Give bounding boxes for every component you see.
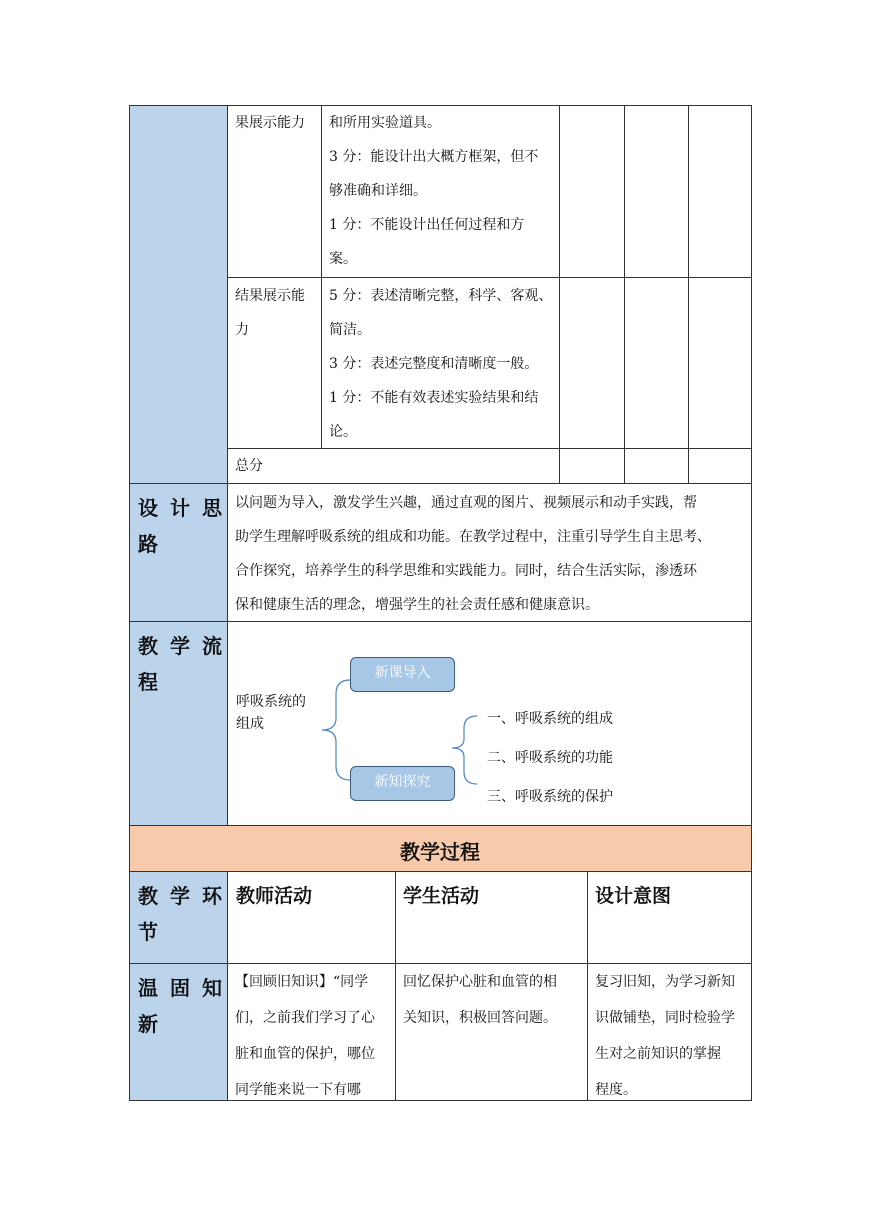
label-line: 设计思: [138, 496, 234, 520]
table-border: [587, 871, 588, 1101]
label-line: 节: [138, 920, 170, 944]
total-score-label: 总分: [235, 458, 263, 474]
right-brace: [452, 716, 477, 784]
label-line: 教学环: [138, 884, 234, 908]
paragraph-line: 助学生理解呼吸系统的组成和功能。在教学过程中，注重引导学生自主思考、: [235, 529, 711, 545]
text-line: 程度。: [595, 1082, 637, 1098]
table-border: [129, 825, 752, 826]
criterion-line: 结果展示能: [235, 288, 305, 304]
description-line: 5 分：表述清晰完整，科学、客观、: [329, 288, 553, 304]
table-border: [129, 483, 752, 484]
root-line: 呼吸系统的: [236, 694, 306, 710]
student-activity-header: 学生活动: [403, 885, 480, 907]
teaching-flow-label: [138, 628, 234, 700]
text-line: 复习旧知，为学习新知: [595, 974, 735, 990]
eval-label-cell: [129, 105, 227, 483]
table-border: [751, 105, 752, 1101]
table-border: [688, 105, 689, 483]
design-idea-text: [235, 486, 747, 622]
label-line: 程: [138, 670, 170, 694]
text-line: 们，之前我们学习了心: [235, 1010, 375, 1026]
label-line: 温固知: [138, 976, 234, 1000]
paragraph-line: 保和健康生活的理念，增强学生的社会责任感和健康意识。: [235, 597, 599, 613]
criterion-line: 力: [235, 322, 249, 338]
table-border: [395, 871, 396, 1101]
text-line: 关知识，积极回答问题。: [403, 1010, 557, 1026]
text-line: 同学能来说一下有哪: [235, 1082, 361, 1098]
description-line: 1 分：不能设计出任何过程和方: [329, 217, 525, 233]
student-activity-text: [403, 964, 585, 1036]
description-line: 简洁。: [329, 322, 371, 338]
label-line: 新: [138, 1012, 170, 1036]
flow-branch-item: 二、呼吸系统的功能: [487, 750, 613, 766]
design-idea-label: [138, 490, 234, 562]
process-title: 教学过程: [400, 840, 480, 864]
table-border: [129, 105, 130, 1101]
table-border: [129, 871, 752, 872]
label-line: 路: [138, 532, 170, 556]
left-brace: [322, 680, 350, 780]
flow-branch-item: 一、呼吸系统的组成: [487, 711, 613, 727]
description-line: 够准确和详细。: [329, 183, 427, 199]
text-line: 【回顾旧知识】“同学: [235, 974, 369, 990]
description-line: 1 分：不能有效表述实验结果和结: [329, 390, 539, 406]
description-line: 案。: [329, 251, 357, 267]
teacher-activity-text: [235, 964, 393, 1108]
text-line: 脏和血管的保护，哪位: [235, 1046, 375, 1062]
text-line: 生对之前知识的掌握: [595, 1046, 721, 1062]
flow-branch-item: 三、呼吸系统的保护: [487, 789, 613, 805]
flow-box-new-lesson: 新课导入: [350, 657, 455, 692]
stage-review-label: [138, 970, 234, 1042]
root-line: 组成: [236, 716, 264, 732]
table-border: [559, 105, 560, 483]
criterion-result-display-2: [235, 279, 305, 347]
flow-box-new-knowledge: 新知探究: [350, 766, 455, 801]
description-line: 论。: [329, 424, 357, 440]
stage-header: [138, 878, 234, 950]
text-line: 回忆保护心脏和血管的相: [403, 974, 557, 990]
table-border: [227, 105, 228, 825]
design-intent-text: [595, 964, 749, 1108]
design-intent-header: 设计意图: [595, 885, 672, 907]
table-border: [624, 105, 625, 483]
label-line: 教学流: [138, 634, 234, 658]
criterion-description: [329, 279, 557, 449]
description-line: 3 分：能设计出大概方框架，但不: [329, 149, 539, 165]
description-line: 和所用实验道具。: [329, 115, 441, 131]
flow-root-text: [236, 691, 306, 735]
criterion-description: [329, 106, 557, 276]
text-line: 识做铺垫，同时检验学: [595, 1010, 735, 1026]
paragraph-line: 以问题为导入，激发学生兴趣，通过直观的图片、视频展示和动手实践，帮: [235, 495, 697, 511]
teacher-activity-header: 教师活动: [236, 885, 313, 907]
table-border: [227, 277, 752, 278]
paragraph-line: 合作探究，培养学生的科学思维和实践能力。同时，结合生活实际，渗透环: [235, 563, 697, 579]
description-line: 3 分：表述完整度和清晰度一般。: [329, 356, 539, 372]
criterion-result-display: 果展示能力: [235, 115, 305, 131]
table-border: [321, 105, 322, 448]
